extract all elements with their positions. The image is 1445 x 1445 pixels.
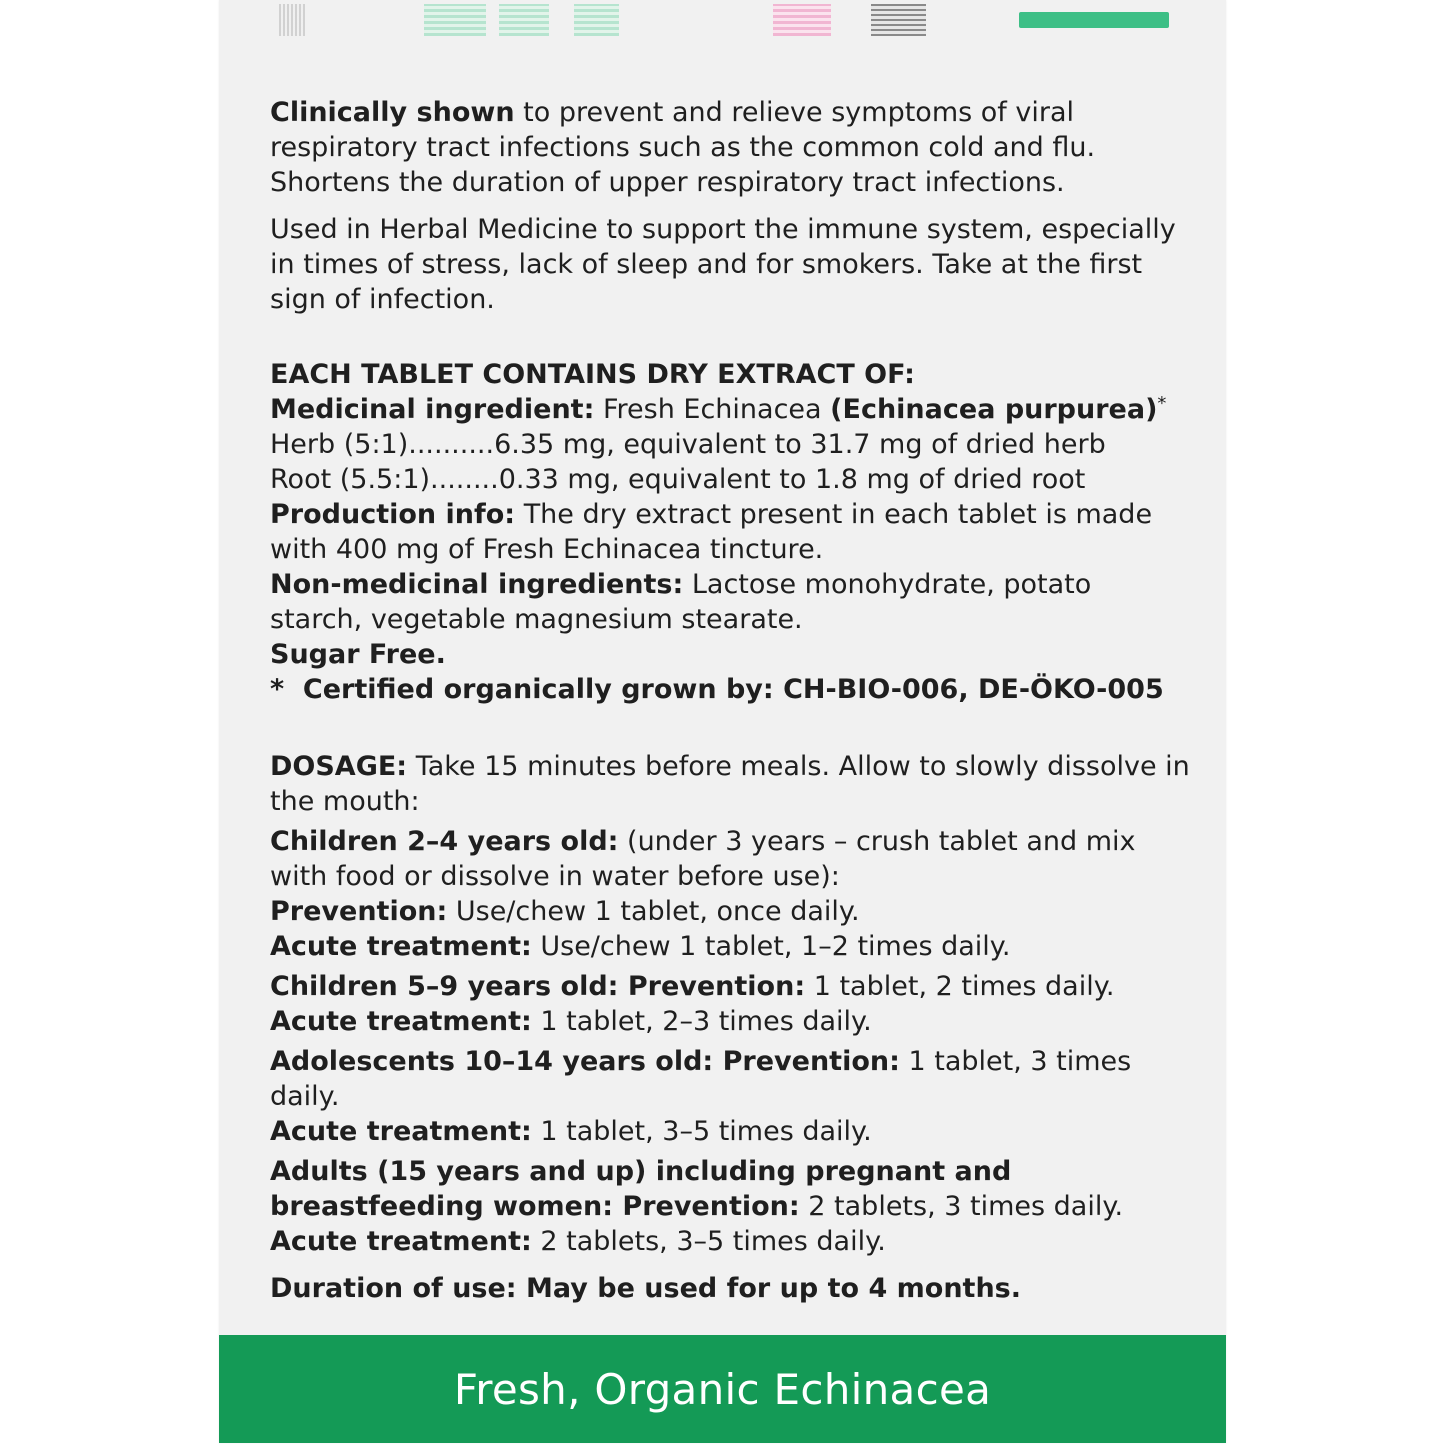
dosage-adolescents: Adolescents 10–14 years old: Prevention: 1 tablet, 3 times daily. [270,1046,1132,1112]
dosage-adults-acute: Acute treatment: 2 tablets, 3–5 times daily. [270,1226,886,1257]
dosage-adults: Adults (15 years and up) including pregnant and breastfeeding women: Prevention: 2 tablets, 3 times daily. [270,1156,1124,1222]
dosage-children-2-4: Children 2–4 years old: (under 3 years – crush tablet and mix with food or dissolve in water before use): [270,826,1136,892]
top-flap-green-tab [1019,12,1169,28]
intro-paragraph-2: Used in Herbal Medicine to support the immune system, especially in times of stress, lack of sleep and for smokers. Take at the first sign of infection. [270,214,1176,315]
top-flap-print-strip [424,4,486,36]
dosage-intro: DOSAGE: Take 15 minutes before meals. Allow to slowly dissolve in the mouth: [270,751,1190,817]
intro-paragraph-1: Clinically shown to prevent and relieve symptoms of viral respiratory tract infections such as the common cold and flu. Shortens the duration of upper respiratory tract infections. [270,97,1096,198]
top-flap-print-strip [279,4,305,36]
dosage-children-5-9-acute: Acute treatment: 1 tablet, 2–3 times daily. [270,1006,872,1037]
ingredients-heading: EACH TABLET CONTAINS DRY EXTRACT OF: [270,359,915,390]
non-medicinal-ingredients: Non-medicinal ingredients: Lactose monohydrate, potato starch, vegetable magnesium stearate. [270,569,1092,635]
label-text [270,95,1190,1306]
top-flap-print-strip [574,4,619,36]
banner-text: Fresh, Organic Echinacea [453,1364,992,1414]
certified-organic: * Certified organically grown by: CH-BIO-006, DE-ÖKO-005 [270,674,1164,705]
herb-line: Herb (5:1)..........6.35 mg, equivalent to 31.7 mg of dried herb [270,429,1106,460]
duration-of-use: Duration of use: May be used for up to 4 months. [270,1273,1021,1304]
sugar-free: Sugar Free. [270,639,446,670]
root-line: Root (5.5:1)........0.33 mg, equivalent to 1.8 mg of dried root [270,464,1086,495]
production-info: Production info: The dry extract present in each tablet is made with 400 mg of Fresh Echinacea tincture. [270,499,1153,565]
brand-banner [219,1335,1226,1443]
dosage-children-5-9: Children 5–9 years old: Prevention: 1 tablet, 2 times daily. [270,971,1115,1002]
dosage-children-2-4-prevention: Prevention: Use/chew 1 tablet, once daily. [270,896,860,927]
top-flap-print-strip [773,4,831,36]
dosage-children-2-4-acute: Acute treatment: Use/chew 1 tablet, 1–2 times daily. [270,931,1011,962]
top-flap-barcode [871,4,926,36]
top-flap-print-strip [499,4,549,36]
medicinal-ingredient: Medicinal ingredient: Fresh Echinacea (Echinacea purpurea)* [270,393,1167,425]
dosage-adolescents-acute: Acute treatment: 1 tablet, 3–5 times daily. [270,1116,872,1147]
